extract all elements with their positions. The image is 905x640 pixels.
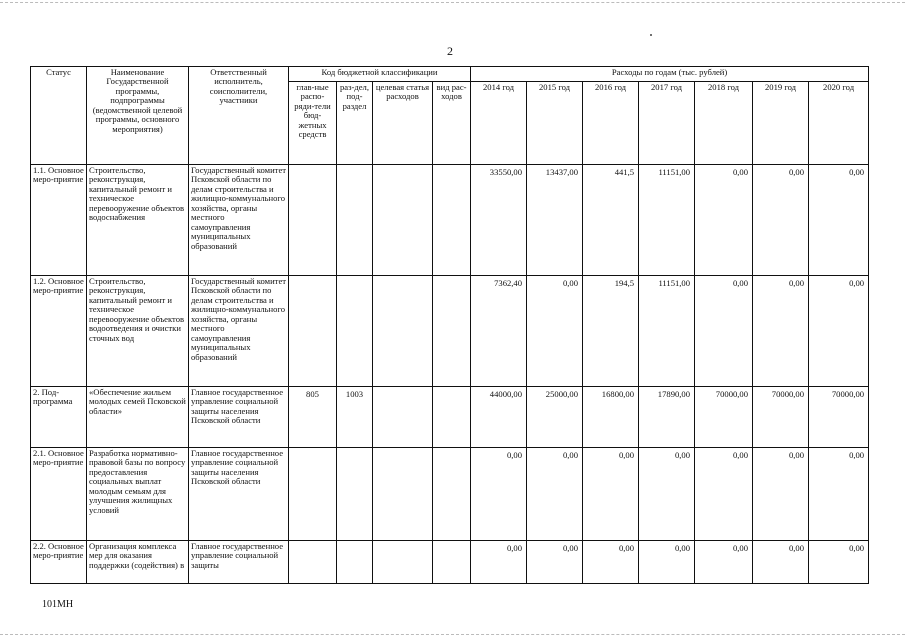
row-code	[433, 165, 471, 276]
row-value: 13437,00	[527, 165, 583, 276]
row-value: 16800,00	[583, 387, 639, 448]
table-row	[31, 165, 869, 276]
row-value: 0,00	[753, 448, 809, 541]
header-code-col: вид рас-ходов	[433, 82, 471, 165]
row-value: 441,5	[583, 165, 639, 276]
row-name: Строительство, реконструкция, капитальный ремонт и техническое перевооружение объектов водоотведения и очистки сточных вод	[87, 276, 189, 387]
row-value: 0,00	[471, 541, 527, 584]
row-code	[337, 276, 373, 387]
row-name: Организация комплекса мер для оказания поддержки (содействия) в	[87, 541, 189, 584]
row-code	[433, 541, 471, 584]
header-year: 2014 год	[471, 82, 527, 165]
row-code	[433, 387, 471, 448]
row-code	[337, 165, 373, 276]
row-value: 0,00	[809, 448, 869, 541]
row-name: «Обеспечение жильем молодых семей Псковской области»	[87, 387, 189, 448]
row-value: 0,00	[583, 448, 639, 541]
header-year: 2019 год	[753, 82, 809, 165]
row-value: 0,00	[695, 448, 753, 541]
row-value: 70000,00	[809, 387, 869, 448]
header-year: 2017 год	[639, 82, 695, 165]
row-code: 805	[289, 387, 337, 448]
row-value: 33550,00	[471, 165, 527, 276]
row-value: 0,00	[527, 276, 583, 387]
table-row	[31, 276, 869, 387]
row-responsible: Главное государственное управление социальной защиты населения Псковской области	[189, 448, 289, 541]
row-value: 7362,40	[471, 276, 527, 387]
row-value: 11151,00	[639, 165, 695, 276]
header-row-1	[31, 67, 869, 82]
row-name: Разработка нормативно-правовой базы по вопросу предоставления социальных выплат молодым семьям для улучшения жилищных условий	[87, 448, 189, 541]
row-status: 2. Под-программа	[31, 387, 87, 448]
row-code	[289, 448, 337, 541]
header-year: 2018 год	[695, 82, 753, 165]
row-value: 11151,00	[639, 276, 695, 387]
row-status: 1.1. Основное меро-приятие	[31, 165, 87, 276]
row-value: 70000,00	[695, 387, 753, 448]
row-value: 194,5	[583, 276, 639, 387]
row-code	[337, 448, 373, 541]
header-name: Наименование Государственной программы, подпрограммы (ведомственной целевой программы, основного мероприятия)	[87, 67, 189, 165]
row-value: 0,00	[809, 165, 869, 276]
row-code	[373, 387, 433, 448]
page-bottom-edge	[0, 634, 905, 635]
row-value: 0,00	[753, 165, 809, 276]
row-code	[289, 165, 337, 276]
row-code	[337, 541, 373, 584]
row-responsible: Главное государственное управление социальной защиты	[189, 541, 289, 584]
row-responsible: Главное государственное управление социальной защиты населения Псковской области	[189, 387, 289, 448]
form-code: 101МН	[42, 599, 74, 610]
header-year: 2020 год	[809, 82, 869, 165]
header-responsible: Ответственный исполнитель, соисполнители, участники	[189, 67, 289, 165]
row-value: 0,00	[471, 448, 527, 541]
row-value: 0,00	[695, 165, 753, 276]
header-years-group: Расходы по годам (тыс. рублей)	[471, 67, 869, 82]
row-code	[433, 448, 471, 541]
table-row	[31, 448, 869, 541]
row-code	[373, 165, 433, 276]
row-responsible: Государственный комитет Псковской области по делам строительства и жилищно-коммунального хозяйства, органы местного самоуправления муниципальных образований	[189, 165, 289, 276]
header-year: 2016 год	[583, 82, 639, 165]
header-code-col: раз-дел, под-раздел	[337, 82, 373, 165]
row-name: Строительство, реконструкция, капитальный ремонт и техническое перевооружение объектов водоснабжения	[87, 165, 189, 276]
page-top-edge	[0, 2, 905, 3]
header-code-group: Код бюджетной классификации	[289, 67, 471, 82]
row-value: 70000,00	[753, 387, 809, 448]
row-value: 0,00	[583, 541, 639, 584]
row-code	[373, 448, 433, 541]
row-value: 0,00	[527, 448, 583, 541]
row-value: 44000,00	[471, 387, 527, 448]
row-status: 1.2. Основное меро-приятие	[31, 276, 87, 387]
row-value: 0,00	[809, 541, 869, 584]
row-code	[289, 541, 337, 584]
table-row	[31, 387, 869, 448]
scan-speck	[650, 34, 652, 36]
header-year: 2015 год	[527, 82, 583, 165]
row-value: 0,00	[527, 541, 583, 584]
row-value: 25000,00	[527, 387, 583, 448]
row-code: 1003	[337, 387, 373, 448]
row-code	[289, 276, 337, 387]
row-value: 0,00	[753, 541, 809, 584]
row-value: 0,00	[639, 448, 695, 541]
budget-table	[30, 66, 869, 584]
row-status: 2.2. Основное меро-приятие	[31, 541, 87, 584]
row-value: 0,00	[809, 276, 869, 387]
row-code	[433, 276, 471, 387]
row-value: 0,00	[639, 541, 695, 584]
row-responsible: Государственный комитет Псковской области по делам строительства и жилищно-коммунального хозяйства, органы местного самоуправления муниципальных образований	[189, 276, 289, 387]
header-code-col: глав-ные распо-ряди-тели бюд-жетных средств	[289, 82, 337, 165]
row-value: 0,00	[695, 541, 753, 584]
header-status: Статус	[31, 67, 87, 165]
table-row	[31, 541, 869, 584]
row-value: 17890,00	[639, 387, 695, 448]
row-status: 2.1. Основное меро-приятие	[31, 448, 87, 541]
row-value: 0,00	[695, 276, 753, 387]
row-code	[373, 276, 433, 387]
row-value: 0,00	[753, 276, 809, 387]
header-code-col: целевая статья расходов	[373, 82, 433, 165]
page-number: 2	[447, 44, 453, 58]
row-code	[373, 541, 433, 584]
